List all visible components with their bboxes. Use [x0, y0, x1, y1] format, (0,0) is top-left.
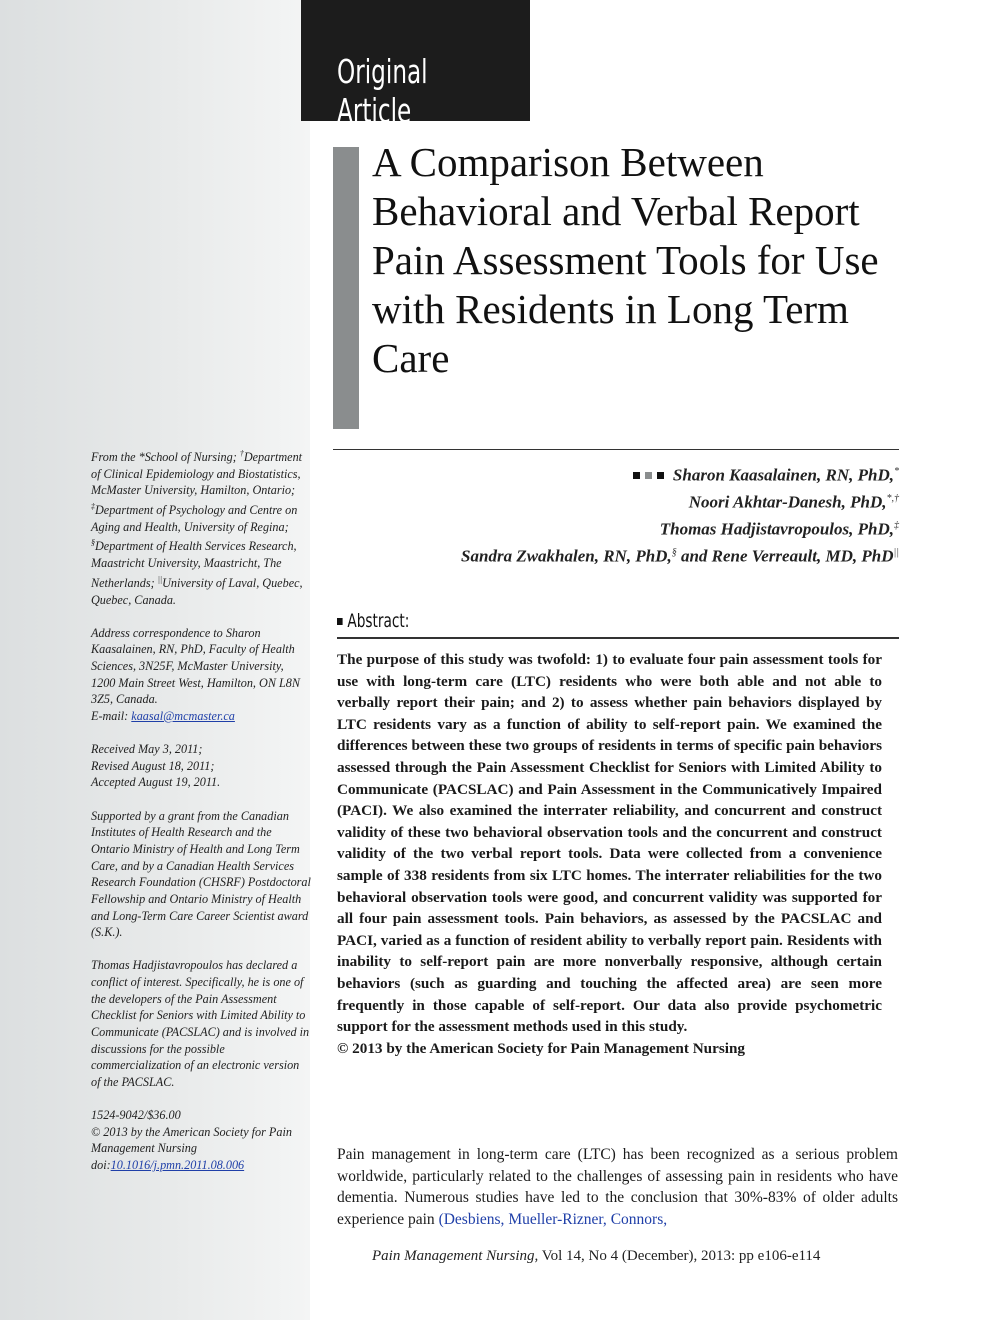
abstract-text: The purpose of this study was twofold: 1) to evaluate four pain assessment tools for use with long-term care (LTC) residents who were both able and not able to verbally report their pain; and 2) to assess whether pain behaviors displayed by LTC residents vary as a function of ability to self-report pain. We examined the differences between these two groups of residents in terms of specific pain behaviors assessed through the Pain Assessment Checklist for Seniors with Limited Ability to Communicate (PACSLAC) and Pain Assessment in the Communicatively Impaired (PACI). We also examined the interrater reliability, and concurrent and construct validity of these two behavioral observation tools and the concurrent and construct validity of the two verbal report tools. Data were collected from a convenience sample of 338 residents from six LTC homes. The interrater reliabilities for the two behavioral observation tools were good, and concurrent validity was supported for all four pain assessment tools. Pain behaviors, as assessed by the PACSLAC and PACI, varied as a function of resident ability to verbally report pain. Residents with inability to self-report pain are more nonverbally responsive, although certain behaviors (such as guarding and touching the affected area) are seen more frequently in those capable of self-report. Our data also provide psychometric support for the assessment methods used in this study.	[337, 651, 882, 1036]
author-affiliation-mark: ||	[893, 547, 899, 559]
affiliation-text: Department of Clinical Epidemiology and Biostatistics, McMaster University, Hamilton, Ontario;	[91, 450, 303, 498]
square-dark-icon	[657, 472, 664, 479]
sidebar-notes	[91, 446, 311, 1190]
affiliation-mark: ‡	[91, 502, 95, 512]
affiliation-mark: ||	[157, 574, 163, 584]
author-line	[461, 514, 899, 541]
citation-link[interactable]: Connors,	[610, 1210, 668, 1228]
abstract-heading-label: Abstract:	[347, 610, 410, 632]
correspondence-address	[91, 625, 311, 725]
author-name: Sandra Zwakhalen, RN, PhD,	[461, 547, 672, 567]
abstract-body	[337, 649, 882, 1059]
section-badge-label: Original Article	[337, 52, 428, 130]
title-accent-bar	[333, 147, 359, 429]
doi-label: doi:	[91, 1158, 111, 1173]
email-link[interactable]: kaasal@mcmaster.ca	[131, 708, 235, 723]
citation-link[interactable]: Desbiens,	[443, 1210, 509, 1228]
square-bullet-icon	[337, 618, 343, 625]
affiliation-mark: †	[239, 449, 244, 458]
accepted-date: Accepted August 19, 2011.	[91, 775, 221, 790]
affiliation-mark: §	[91, 538, 95, 548]
page-footer	[372, 1248, 820, 1265]
citation-details: Vol 14, No 4 (December), 2013: pp e106-e114	[538, 1248, 821, 1264]
author-name: Thomas Hadjistavropoulos, PhD,	[659, 519, 894, 539]
square-gray-icon	[645, 472, 652, 479]
affiliation-text: Department of Psychology and Centre on Aging and Health, University of Regina;	[91, 503, 298, 534]
conflict-note: Thomas Hadjistavropoulos has declared a conflict of interest. Specifically, he is one of the developers of the Pain Assessment Checklist for Seniors with Limited Ability to Communicate (PACSLAC) and is involved in discussions for the possible commercialization of an electronic version of the PACSLAC.	[91, 958, 310, 1089]
section-badge	[301, 0, 530, 130]
body-paragraph	[337, 1144, 898, 1230]
body-text: Pain management in long-term care (LTC) has been recognized as a serious problem worldwide, particularly related to the challenges of assessing pain in residents who have dementia. Numerous studies have led to the conclusion that 30%-83% of older adults experience pain	[337, 1146, 898, 1228]
affiliations	[91, 446, 311, 608]
author-line	[461, 487, 899, 514]
square-dark-icon	[633, 472, 640, 479]
publication-info	[91, 1107, 311, 1174]
funding-note: Supported by a grant from the Canadian Institutes of Health Research and the Ontario Ministry of Health and Long Term Care, and by a Canadian Health Services Research Foundation (CHSRF) Postdoctoral Fellowship and Ontario Ministry of Health and Long-Term Care Career Scientist award (S.K.).	[91, 808, 311, 940]
author-line	[461, 460, 899, 487]
abstract-divider	[337, 637, 899, 639]
sidebar-copyright: © 2013 by the American Society for Pain Management Nursing	[91, 1124, 292, 1156]
received-date: Received May 3, 2011;	[91, 742, 203, 757]
article-title: A Comparison Between Behavioral and Verbal Report Pain Assessment Tools for Use with Residents in Long Term Care	[372, 139, 879, 381]
author-affiliation-mark: *,†	[886, 493, 899, 505]
author-name: Noori Akhtar-Danesh, PhD,	[688, 492, 887, 512]
author-list	[461, 460, 899, 569]
issn: 1524-9042/$36.00	[91, 1108, 181, 1123]
affiliation-text: University of Laval, Quebec, Quebec, Canada.	[91, 575, 303, 607]
citation-link[interactable]: Mueller-Rizner,	[508, 1210, 611, 1228]
abstract-heading	[337, 610, 409, 632]
author-affiliation-mark: ‡	[894, 520, 899, 532]
email-label: E-mail:	[91, 708, 132, 723]
doi-link[interactable]: 10.1016/j.pmn.2011.08.006	[110, 1158, 245, 1173]
journal-name: Pain Management Nursing,	[372, 1248, 539, 1264]
author-affiliation-mark: §	[671, 547, 677, 559]
affiliation-text: From the *School of Nursing;	[91, 450, 240, 465]
title-divider	[333, 449, 899, 450]
author-name: and Rene Verreault, MD, PhD	[676, 547, 894, 567]
manuscript-dates	[91, 741, 311, 791]
affiliation-text: Department of Health Services Research, Maastricht University, Maastricht, The Netherlands;	[91, 539, 297, 590]
author-name: Sharon Kaasalainen, RN, PhD,	[672, 465, 894, 485]
author-affiliation-mark: *	[894, 466, 899, 477]
abstract-copyright: © 2013 by the American Society for Pain Management Nursing	[337, 1039, 746, 1057]
address-text: Address correspondence to Sharon Kaasalainen, RN, PhD, Faculty of Health Sciences, 3N25F, McMaster University, 1200 Main Street West, Hamilton, ON L8N 3Z5, Canada.	[91, 625, 300, 707]
author-line	[461, 541, 899, 568]
citation-paren[interactable]: (	[438, 1210, 444, 1228]
revised-date: Revised August 18, 2011;	[91, 758, 215, 773]
